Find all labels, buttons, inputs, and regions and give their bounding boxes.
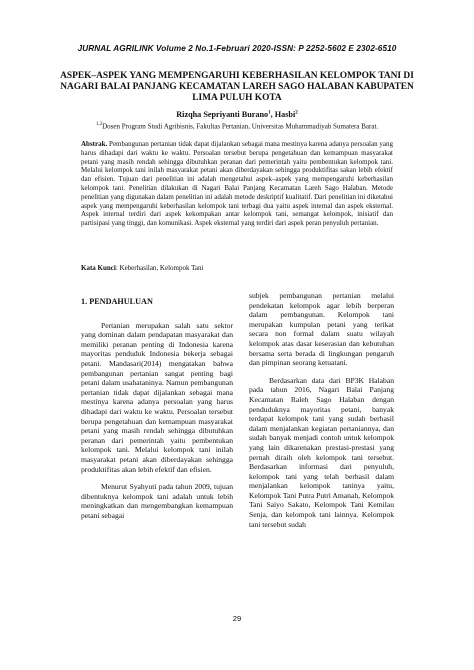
article-title: ASPEK–ASPEK YANG MEMPENGARUHI KEBERHASILAN KELOMPOK TANI DI NAGARI BALAI PANJANG KECAMATAN LAREH SAGO HALABAN KABUPATEN LIMA PULUH KOTA: [60, 71, 414, 104]
author-2: Hasbi: [274, 110, 296, 119]
keywords: [81, 264, 393, 272]
paragraph: Pertanian merupakan salah satu sektor yang dominan dalam pendapatan masyarakat dan memiliki peranan penting di Indonesia karena mayoritas penduduk Indonesia bekerja sebagai petani. Mandasari(2014) mengatakan bahwa pembangunan pertanian sangat penting bagi petani dalam usahataninya. Namun pembangunan pertanian tidak dapat dijalankan sebagai mana mestinya karena adanya persoalan yang harus dihadapi dari waktu ke waktu. Persoalan tersebut berupa pengetahuan dan kemampuan masyarakat petani yang masih rendah sehingga dibutuhkan peranan dari pemerintah yaitu pembentukan kelompok tani. Melalui kelompok tani inilah masyarakat petani akan diberdayakan sehingga produktifitas akan lebih efektif dan efisien.: [81, 320, 233, 474]
keywords-label: Kata Kunci: [81, 264, 116, 272]
author-1: Rizqha Sepriyanti Burano: [176, 110, 269, 119]
affiliation-text: Dosen Program Studi Agribisnis, Fakultas Pertanian, Universitas Muhammadiyah Sumatera Barat.: [102, 122, 379, 131]
left-column: [81, 291, 233, 520]
right-column: [249, 291, 394, 529]
abstract-text: Pembangunan pertanian tidak dapat dijalankan sebagai mana mestinya karena adanya persoalan yang harus dihadapi dari waktu ke waktu. Persoalan tersebut berupa pengetahuan dan kemampuan masyarakat petani yang masih rendah sehingga dibutuhkan peranan dari pemerintah yaitu pembentukan kelompok tani. Melalui kelompok tani inilah masyarakat petani akan diberdayakan sehingga produktifitas sakan lebih efektif dan efisien. Tujuan dari penelitian ini adalah mengetahui aspek–aspek yang mempengaruhi keberhasilan kelompok tani. Penelitian dilakukan di Nagari Balai Panjang Kecamatan Lareh Sago Halaban. Metode penelitian yang digunakan dalam penelitian ini adalah metode deskriptif kualitatif. Dari penelitian ini diketahui aspek yang mempengaruhi keberhasilan kelompok tani terbagi dua yaitu aspek internal dan aspek eksternal. Aspek internal terdiri dari aspek kekompakan antar kelompok tani, semangat kelompok, inisiatif dan partisipasi yang tinggi, dan komunikasi. Aspek eksternal yang terdiri dari aspek peran penyuluh pertanian.: [81, 140, 393, 228]
author-2-sup: 2: [295, 110, 298, 116]
author-1-sup: 1: [268, 110, 271, 116]
page-number: 29: [232, 614, 242, 623]
affiliation: [0, 122, 474, 130]
abstract-label: Abstrak.: [81, 140, 108, 148]
paragraph: Menurut Syahyuti pada tahun 2009, tujuan dibentuknya kelompok tani adalah untuk lebih meningkatkan dan mengembangkan kemampuan petani sebagai: [81, 482, 233, 520]
keywords-text: : Keberhasilan, Kelompok Tani: [115, 264, 204, 272]
affiliation-sup: 1,2: [95, 122, 103, 127]
abstract: [81, 140, 393, 228]
author-line: [0, 110, 474, 119]
section-heading: 1. PENDAHULUAN: [81, 297, 153, 306]
paragraph: subjek pembangunan pertanian melalui pendekatan kelompok agar lebih berperan dalam pembangunan. Kelompok tani merupakan kumpulan petani yang terikat secara non formal dalam suatu wilayah kelompok atas dasar keserasian dan kebutuhan bersama serta berada di lingkungan pengaruh dan pimpinan seorang ketuatani.: [249, 291, 394, 368]
paragraph: Berdasarkan data dari BP3K Halaban pada tahun 2016, Nagari Balai Panjang Kecamatan Raleh Sago Halaban dengan penduduknya mayoritas petani, banyak terdapat kelompok tani yang sudah berhasil dalam menjalankan kegiatan pertaniannya, dan sudah banyak menjadi contoh untuk kelompok yang lain dikarenakan prestasi-prestasi yang pernah diraih oleh kelompok tani tersebut. Berdasarkan informasi dari penyuluh, kelompok tani yang telah berhasil dalam menjalankan kelompok taninya yaitu, Kelompok Tani Putra Putri Amanah, Kelompok Tani Saiyo Sakato, Kelompok Tani Kemilau Senja, dan kelompok tani lainnya. Kelompok tani tersebut sudah: [249, 375, 394, 529]
author-separator: ,: [270, 110, 275, 119]
journal-header: JURNAL AGRILINK Volume 2 No.1-Februari 2020-ISSN: P 2252-5602 E 2302-6510: [77, 44, 397, 53]
